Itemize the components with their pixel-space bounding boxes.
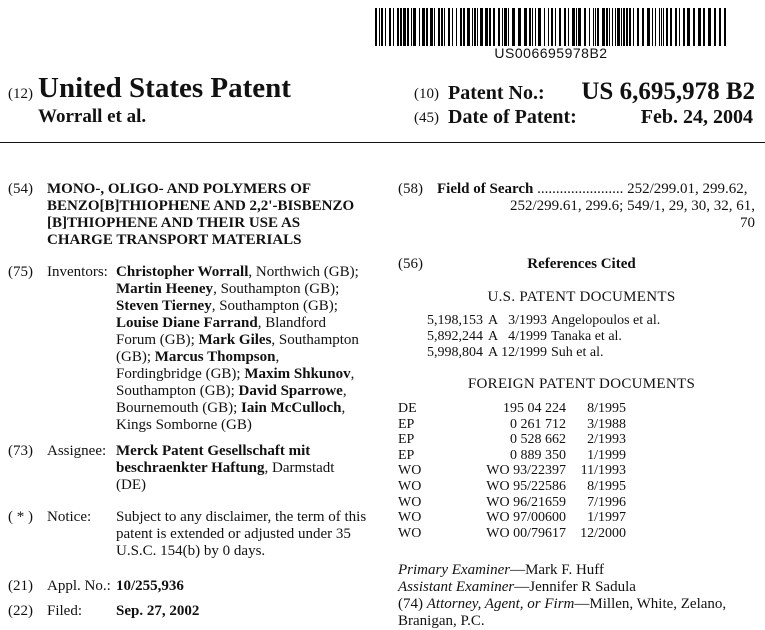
foreign-doc-number: 0 528 662 <box>510 432 566 447</box>
inventor-line: Martin Heeney, Southampton (GB); <box>116 281 340 297</box>
title-line: BENZO[B]THIOPHENE AND 2,2'-BISBENZO <box>47 198 355 214</box>
header-code-10: (10) <box>414 86 439 102</box>
title-line: [B]THIOPHENE AND THEIR USE AS <box>47 215 301 231</box>
references-code: (56) <box>398 256 423 272</box>
foreign-doc-date: 2/1993 <box>587 432 626 447</box>
appl-label: Appl. No.: <box>47 578 111 594</box>
notice-label: Notice: <box>47 509 92 525</box>
foreign-doc-date: 1/1999 <box>587 448 626 463</box>
foreign-doc-country: WO <box>398 526 422 541</box>
inventor-short-name: Worrall et al. <box>38 106 147 127</box>
attorney-agent-firm: (74) Attorney, Agent, or Firm—Millen, White, Zelano, <box>398 596 727 612</box>
us-doc-kind: A <box>488 329 499 344</box>
foreign-doc-country: DE <box>398 401 417 416</box>
us-doc-number: 5,892,244 <box>427 329 483 344</box>
appl-code: (21) <box>8 578 33 594</box>
field-of-search-line: 252/299.61, 299.6; 549/1, 29, 30, 32, 61, <box>509 198 755 214</box>
foreign-doc-country: EP <box>398 432 415 447</box>
foreign-doc-number: WO 97/00600 <box>486 510 566 525</box>
references-title: References Cited <box>527 256 636 272</box>
barcode-number: US006695978B2 <box>494 45 608 61</box>
us-doc-name: Tanaka et al. <box>551 329 622 344</box>
filed-date: Sep. 27, 2002 <box>116 603 200 619</box>
inventor-line: Fordingbridge (GB); Maxim Shkunov, <box>116 366 355 382</box>
field-of-search-line: 70 <box>740 215 755 231</box>
title-line: CHARGE TRANSPORT MATERIALS <box>47 232 302 248</box>
foreign-doc-country: WO <box>398 495 422 510</box>
us-doc-date: 3/1993 <box>508 313 547 328</box>
inventors-code: (75) <box>8 264 33 280</box>
inventor-line: Kings Somborne (GB) <box>116 417 252 433</box>
us-doc-kind: A <box>488 313 499 328</box>
foreign-doc-date: 3/1988 <box>587 417 626 432</box>
field-of-search-code: (58) <box>398 181 423 197</box>
notice-line: Subject to any disclaimer, the term of this <box>116 509 367 525</box>
us-doc-date: 4/1999 <box>508 329 547 344</box>
us-doc-date: 12/1999 <box>501 345 547 360</box>
header-code-45: (45) <box>414 110 439 126</box>
date-of-patent-label: Date of Patent: <box>448 106 577 128</box>
us-doc-number: 5,998,804 <box>427 345 483 360</box>
document-type-title: United States Patent <box>38 72 291 104</box>
attorney-agent-firm-line2: Branigan, P.C. <box>398 613 485 629</box>
foreign-doc-country: WO <box>398 463 422 478</box>
foreign-doc-number: 0 889 350 <box>510 448 566 463</box>
inventor-line: Steven Tierney, Southampton (GB); <box>116 298 338 314</box>
barcode-image <box>375 8 727 46</box>
primary-examiner: Primary Examiner—Mark F. Huff <box>398 562 604 578</box>
assignee-line: Merck Patent Gesellschaft mit <box>116 443 311 459</box>
date-of-patent-value: Feb. 24, 2004 <box>640 106 753 128</box>
foreign-doc-number: 0 261 712 <box>510 417 566 432</box>
notice-line: U.S.C. 154(b) by 0 days. <box>116 543 266 559</box>
foreign-doc-number: WO 95/22586 <box>486 479 566 494</box>
title-line: MONO-, OLIGO- AND POLYMERS OF <box>47 181 312 197</box>
foreign-doc-country: EP <box>398 417 415 432</box>
foreign-doc-country: WO <box>398 479 422 494</box>
foreign-doc-number: 195 04 224 <box>503 401 566 416</box>
assignee-line: beschraenkter Haftung, Darmstadt <box>116 460 335 476</box>
foreign-doc-date: 8/1995 <box>587 479 626 494</box>
foreign-doc-country: WO <box>398 510 422 525</box>
title-code: (54) <box>8 181 33 197</box>
foreign-doc-number: WO 93/22397 <box>486 463 566 478</box>
header-code-12: (12) <box>8 86 33 102</box>
patent-number-value: US 6,695,978 B2 <box>581 78 755 105</box>
filed-code: (22) <box>8 603 33 619</box>
foreign-doc-date: 12/2000 <box>580 526 626 541</box>
appl-number: 10/255,936 <box>116 578 184 594</box>
header-divider <box>0 142 765 143</box>
notice-line: patent is extended or adjusted under 35 <box>116 526 351 542</box>
inventor-line: Southampton (GB); David Sparrowe, <box>116 383 347 399</box>
notice-code: ( * ) <box>8 509 33 525</box>
foreign-doc-date: 7/1996 <box>587 495 626 510</box>
inventor-line: Louise Diane Farrand, Blandford <box>116 315 327 331</box>
us-patent-documents-heading: U.S. PATENT DOCUMENTS <box>487 289 676 305</box>
assignee-label: Assignee: <box>47 443 107 459</box>
foreign-doc-date: 11/1993 <box>580 463 626 478</box>
patent-number-label: Patent No.: <box>448 82 545 104</box>
us-doc-name: Suh et al. <box>551 345 604 360</box>
field-of-search-line: Field of Search ....................... 252/299.01, 299.62, <box>437 181 748 197</box>
inventor-line: Christopher Worrall, Northwich (GB); <box>116 264 359 280</box>
assignee-line: (DE) <box>116 477 146 493</box>
us-doc-number: 5,198,153 <box>427 313 483 328</box>
inventor-line: Forum (GB); Mark Giles, Southampton <box>116 332 359 348</box>
assistant-examiner: Assistant Examiner—Jennifer R Sadula <box>398 579 636 595</box>
foreign-doc-country: EP <box>398 448 415 463</box>
foreign-doc-date: 8/1995 <box>587 401 626 416</box>
assignee-code: (73) <box>8 443 33 459</box>
us-doc-kind: A <box>488 345 499 360</box>
foreign-patent-documents-heading: FOREIGN PATENT DOCUMENTS <box>467 376 696 392</box>
foreign-doc-number: WO 00/79617 <box>486 526 566 541</box>
foreign-doc-number: WO 96/21659 <box>486 495 566 510</box>
inventors-label: Inventors: <box>47 264 108 280</box>
inventor-line: (GB); Marcus Thompson, <box>116 349 280 365</box>
us-doc-name: Angelopoulos et al. <box>551 313 661 328</box>
inventor-line: Bournemouth (GB); Iain McCulloch, <box>116 400 346 416</box>
foreign-doc-date: 1/1997 <box>587 510 626 525</box>
filed-label: Filed: <box>47 603 83 619</box>
